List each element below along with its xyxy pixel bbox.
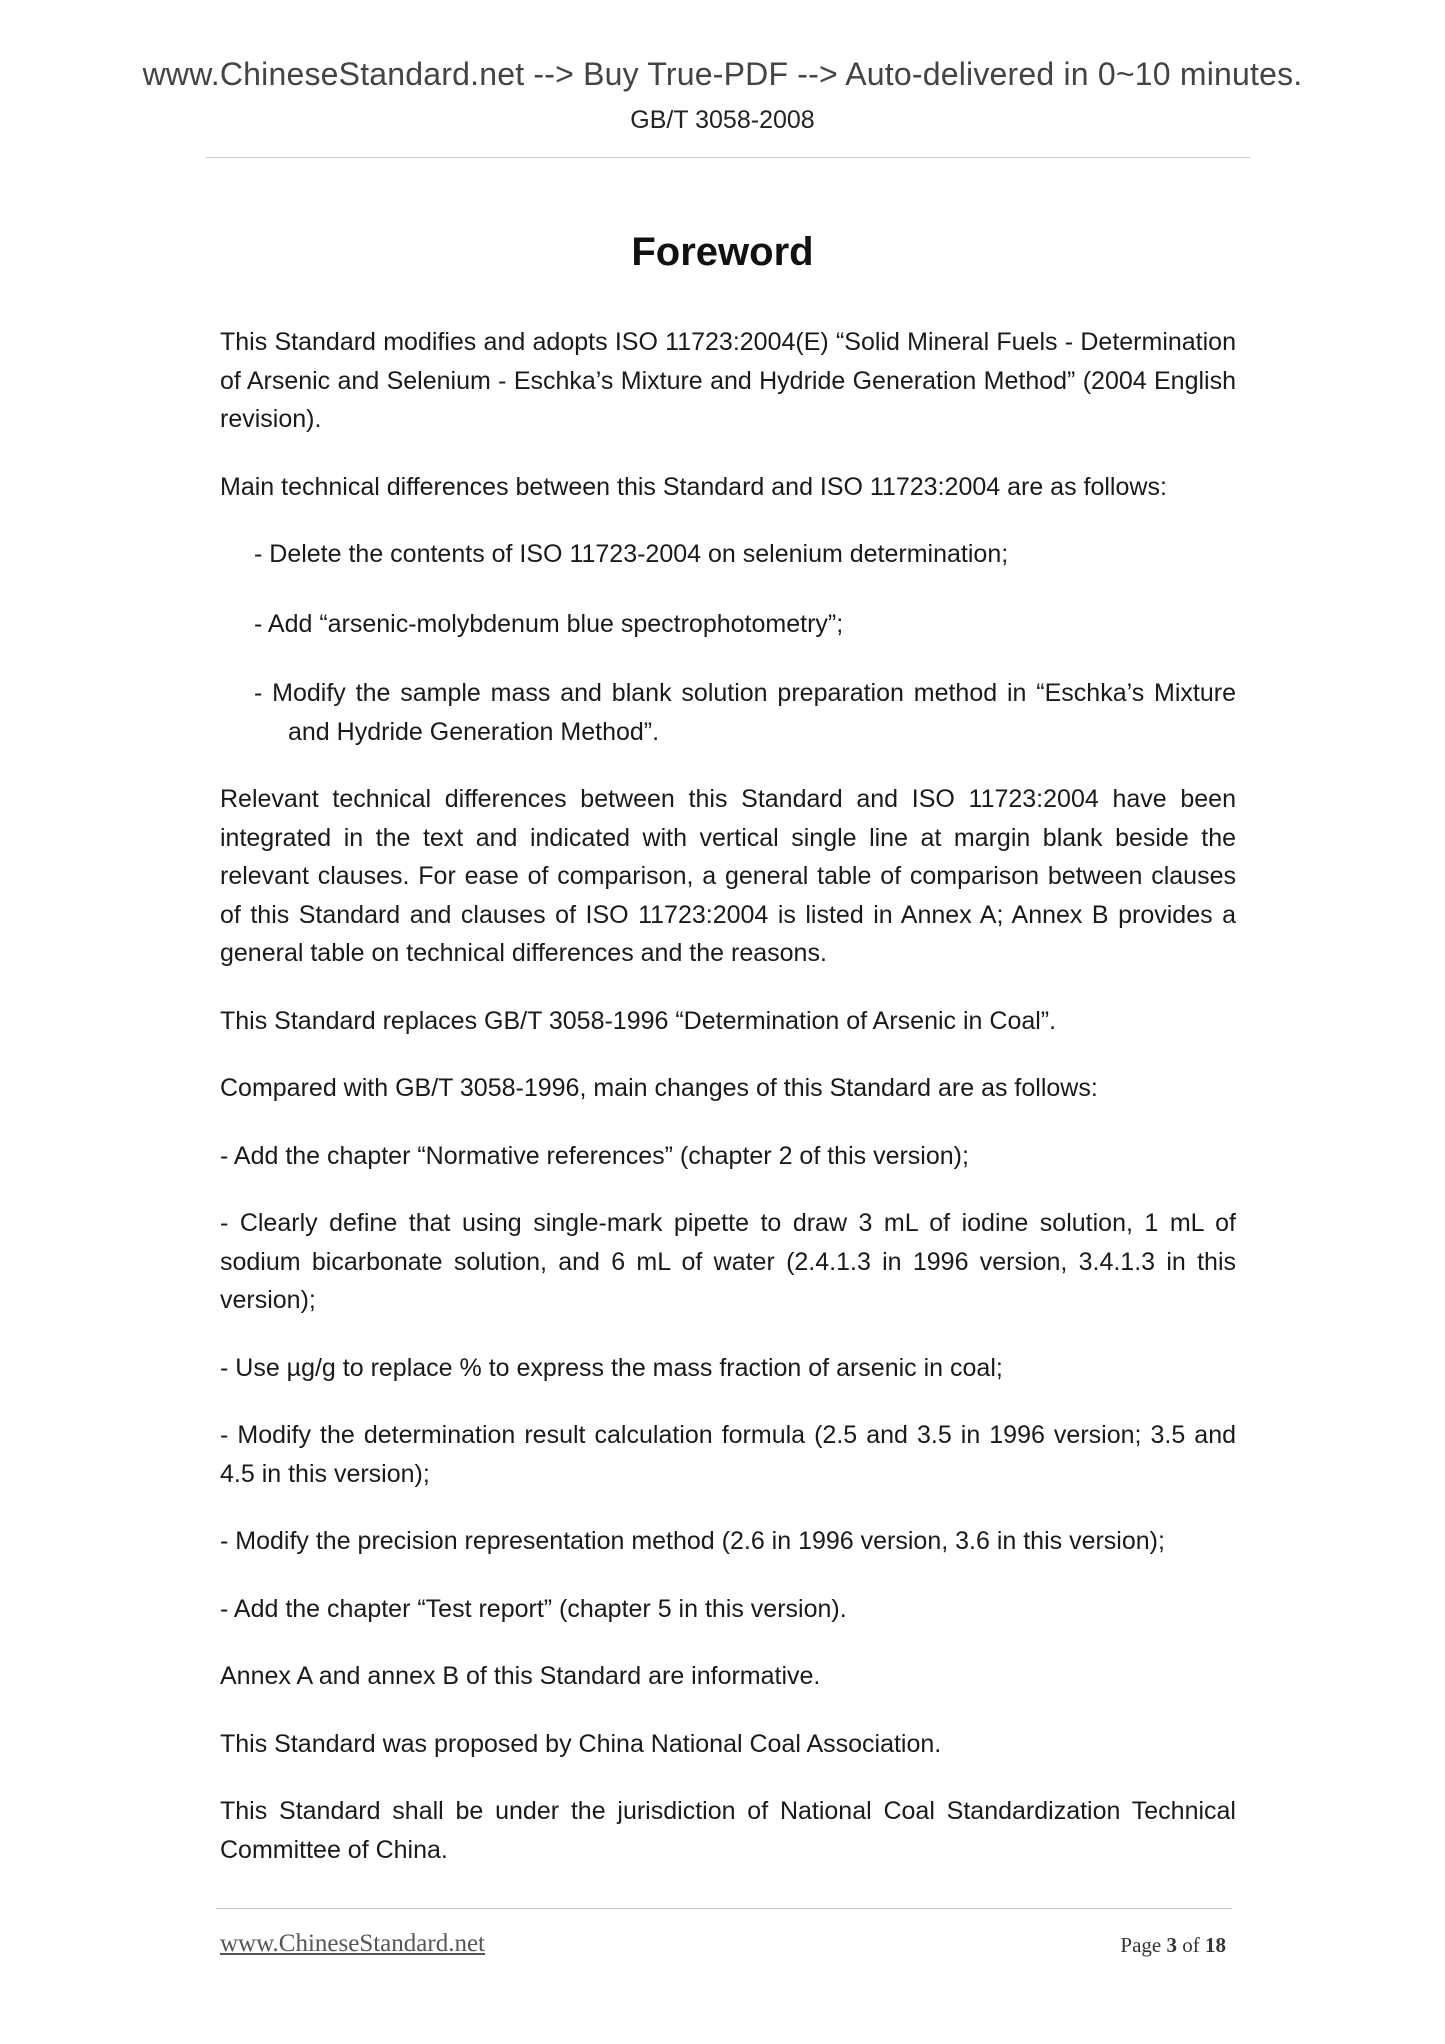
change-item: - Use µg/g to replace % to express the mass fraction of arsenic in coal; <box>220 1353 1003 1382</box>
page-current: 3 <box>1166 1933 1177 1957</box>
page-word: Page <box>1120 1933 1162 1957</box>
page-total: 18 <box>1205 1933 1226 1957</box>
iso-difference-item: - Delete the contents of ISO 11723-2004 on selenium determination; <box>254 540 1009 568</box>
paragraph-replaces: This Standard replaces GB/T 3058-1996 “Determination of Arsenic in Coal”. <box>220 1006 1057 1035</box>
paragraph-iso-differences-intro: Main technical differences between this Standard and ISO 11723:2004 are as follows: <box>220 472 1167 501</box>
iso-difference-item: - Modify the sample mass and blank solution preparation method in “Eschka’s Mixture and Hydride Generation Method”. <box>254 679 1236 746</box>
footer-divider <box>216 1908 1232 1909</box>
change-item: - Modify the precision representation method (2.6 in 1996 version, 3.6 in this version); <box>220 1527 1165 1555</box>
change-item: - Add the chapter “Normative references” (chapter 2 of this version); <box>220 1141 969 1170</box>
change-item: - Modify the determination result calculation formula (2.5 and 3.5 in 1996 version; 3.5 and 4.5 in this version); <box>220 1421 1236 1488</box>
paragraph-annexes: Annex A and annex B of this Standard are informative. <box>220 1662 821 1690</box>
standard-code: GB/T 3058-2008 <box>630 106 815 134</box>
paragraph-adoption: This Standard modifies and adopts ISO 11723:2004(E) “Solid Mineral Fuels - Determination of Arsenic and Selenium - Eschka’s Mixture and Hydride Generation Method” (2004 English revision). <box>220 328 1236 433</box>
header-banner: www.ChineseStandard.net --> Buy True-PDF --> Auto-delivered in 0~10 minutes. <box>142 56 1303 92</box>
paragraph-jurisdiction: This Standard shall be under the jurisdiction of National Coal Standardization Technical Committee of China. <box>220 1797 1236 1864</box>
change-item: - Add the chapter “Test report” (chapter 5 in this version). <box>220 1594 847 1623</box>
page-of: of <box>1182 1933 1200 1957</box>
paragraph-differences-integration: Relevant technical differences between this Standard and ISO 11723:2004 have been integrated in the text and indicated with vertical single line at margin blank beside the relevant clauses. For ease of comparison, a general table of comparison between clauses of this Standard and clauses of ISO 11723:2004 is listed in Annex A; Annex B provides a general table on technical differences and the reasons. <box>220 785 1236 967</box>
page-title: Foreword <box>631 230 814 274</box>
paragraph-proposed-by: This Standard was proposed by China National Coal Association. <box>220 1729 942 1758</box>
iso-difference-item: - Add “arsenic-molybdenum blue spectrophotometry”; <box>254 609 844 638</box>
change-item: - Clearly define that using single-mark pipette to draw 3 mL of iodine solution, 1 mL of sodium bicarbonate solution, and 6 mL of water (2.4.1.3 in 1996 version, 3.4.1.3 in this version); <box>220 1209 1236 1314</box>
header-divider <box>206 157 1250 158</box>
foreword-body <box>220 323 1236 1898</box>
footer-site-link[interactable]: www.ChineseStandard.net <box>220 1930 485 1957</box>
paragraph-changes-intro: Compared with GB/T 3058-1996, main changes of this Standard are as follows: <box>220 1074 1098 1102</box>
page-number <box>1120 1933 1226 1958</box>
